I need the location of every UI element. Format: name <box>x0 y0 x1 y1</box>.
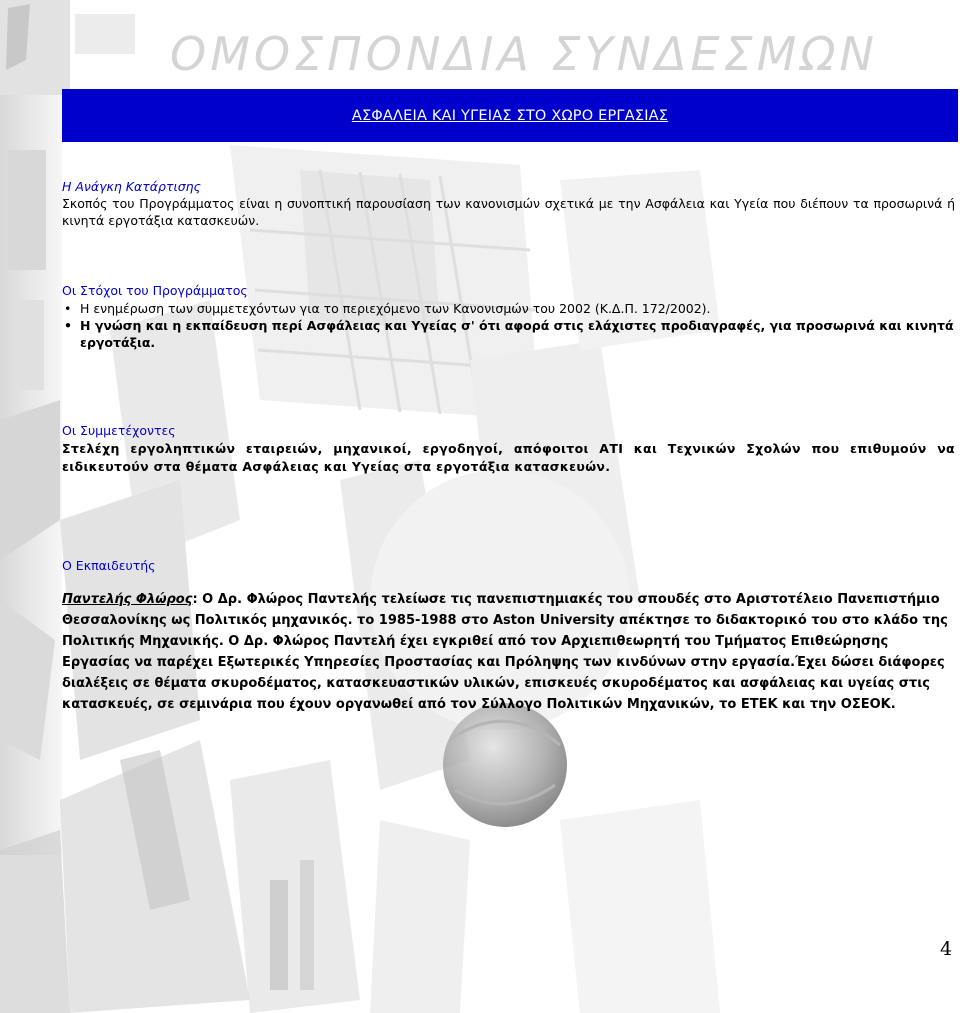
header-watermark-text: ΟΜΟΣΠΟΝΔΙΑ ΣΥΝΔΕΣΜΩΝ <box>170 27 878 81</box>
instructor-name: Παντελής Φλώρος <box>62 592 193 607</box>
bullet-icon: • <box>64 318 72 333</box>
goals-list-item <box>62 317 955 351</box>
goals-item-text: Η ενημέρωση των συμμετεχόντων για το περιεχόμενο των Κανονισμών του 2002 (Κ.Δ.Π. 172/2002). <box>80 301 711 316</box>
instructor-bio-text: Φλώρος Παντελής τελείωσε τις πανεπιστημιακές του σπουδές στο Αριστοτέλειο Πανεπιστήμιο Θεσσαλονίκης ως Πολιτικός μηχανικός. το 1985-1988 στο Aston University απέκτησε το διδακτορικό του στο κλάδο της Πολιτικής Μηχανικής. Ο Δρ. Φλώρος Παντελή έχει εγκριθεί από τον Αρχιεπιθεωρητή του Τμήματος Επιθεώρησης Εργασίας να παρέχει Εξωτερικές Υπηρεσίες Προστασίας και Πρόληψης των κινδύνων στην εργασία.Έχει δώσει διάφορες διαλέξεις σε θέματα σκυροδέματος, κατασκευαστικών υλικών, επισκευές σκυροδέματος και ασφάλειας και υγείας στις κατασκευές, σε σεμινάρια που έχουν οργανωθεί από τον Σύλλογο Πολιτικών Μηχανικών, το ΕΤΕΚ και την ΟΣΕΟΚ. <box>62 592 948 712</box>
training-body: Σκοπός του Προγράμματος είναι η συνοπτική παρουσίαση των κανονισμών σχετικά με την Ασφάλεια και Υγεία που διέπουν τα προσωρινά ή κινητά εργοτάξια κατασκευών. <box>62 196 955 228</box>
goals-heading: Οι Στόχοι του Προγράμματος <box>62 283 248 298</box>
instructor-name-suffix: : Ο Δρ. <box>192 592 247 607</box>
goals-list <box>62 300 955 351</box>
training-heading: Η Ανάγκη Κατάρτισης <box>62 179 201 194</box>
bullet-icon: • <box>64 301 72 316</box>
goals-list-item <box>62 300 955 317</box>
page-number: 4 <box>940 938 953 960</box>
document-title: ΑΣΦΑΛΕΙΑ ΚΑΙ ΥΓΕΙΑΣ ΣΤΟ ΧΩΡΟ ΕΡΓΑΣΙΑΣ <box>351 107 669 124</box>
title-banner <box>62 89 958 142</box>
goals-item-text: Η γνώση και η εκπαίδευση περί Ασφάλειας και Υγείας σ' ότι αφορά στις ελάχιστες προδιαγραφές, για προσωρινά και κινητά εργοτάξια. <box>80 318 954 350</box>
instructor-heading: Ο Εκπαιδευτής <box>62 558 156 573</box>
participants-heading: Οι Συμμετέχοντες <box>62 423 176 438</box>
instructor-bio <box>62 589 955 715</box>
participants-body: Στελέχη εργοληπτικών εταιρειών, μηχανικοί, εργοδηγοί, απόφοιτοι ΑΤΙ και Τεχνικών Σχολών που επιθυμούν να ειδικευτούν στα θέματα Ασφάλειας και Υγείας στα εργοτάξια κατασκευών. <box>62 441 955 474</box>
